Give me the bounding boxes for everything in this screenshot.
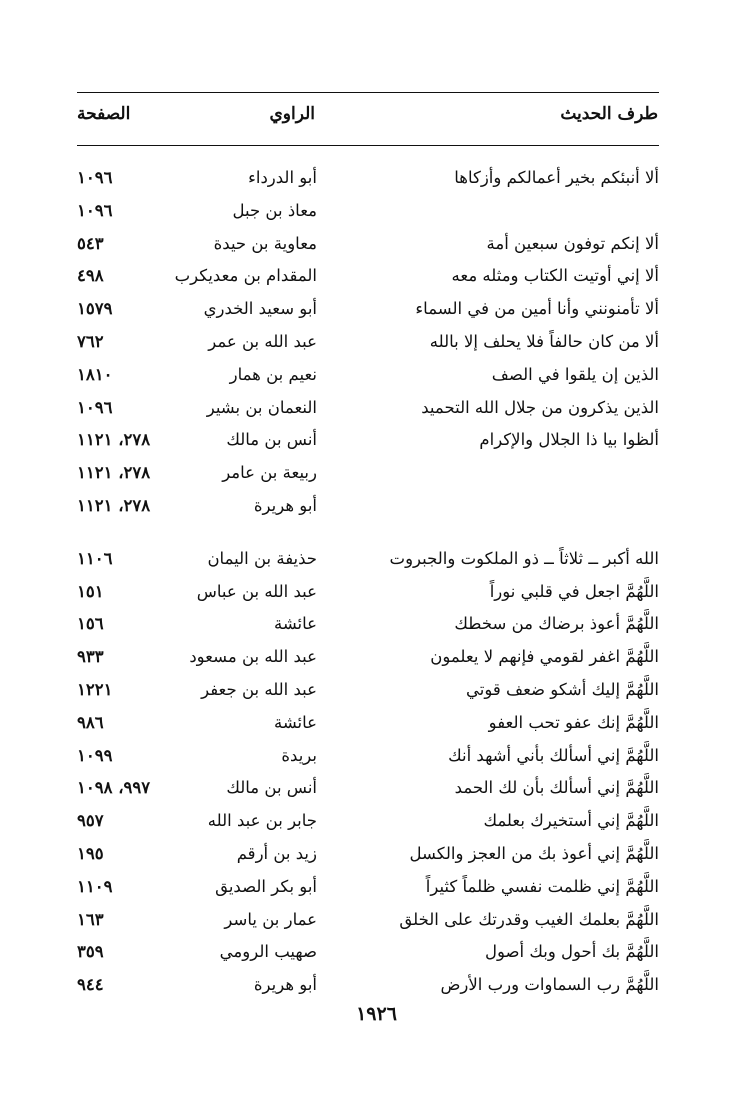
narrator-name: زيد بن أرقم bbox=[236, 843, 317, 863]
table-row bbox=[77, 457, 659, 490]
narrator-name: عبد الله بن مسعود bbox=[189, 647, 317, 667]
narrator-name: أبو هريرة bbox=[253, 975, 317, 995]
page-ref: ١٠٩٦ bbox=[77, 168, 113, 187]
table-row bbox=[77, 936, 659, 969]
page-ref: ١٦٣ bbox=[77, 909, 104, 929]
hadith-text: اللَّهُمَّ إني أسألك بأني أشهد أنك bbox=[448, 745, 659, 765]
page-ref: ٢٧٨، ١١٢١ bbox=[77, 495, 151, 515]
table-row bbox=[77, 392, 659, 425]
page-ref: ١٨١٠ bbox=[77, 364, 113, 384]
page-ref: ٢٧٨، ١١٢١ bbox=[77, 463, 151, 483]
hadith-text: الذين إن يلقوا في الصف bbox=[491, 364, 659, 384]
page-ref: ١١٠٦ bbox=[77, 548, 113, 568]
hadith-text: اللَّهُمَّ بك أحول وبك أصول bbox=[484, 942, 659, 962]
narrator-name: جابر بن عبد الله bbox=[207, 811, 317, 831]
narrator-name: أبو الدرداء bbox=[248, 168, 317, 187]
page-ref: ١٥١ bbox=[77, 581, 104, 601]
narrator-name: عائشة bbox=[273, 712, 317, 732]
page-ref: ١٥٦ bbox=[77, 614, 104, 634]
narrator-name: حذيفة بن اليمان bbox=[207, 548, 317, 568]
table-row bbox=[77, 359, 659, 392]
table-row bbox=[77, 805, 659, 838]
page-ref: ١١٠٩ bbox=[77, 876, 113, 896]
page-ref: ١٠٩٩ bbox=[77, 745, 113, 765]
narrator-name: عبد الله بن عمر bbox=[208, 331, 317, 351]
page-number: ١٩٢٦ bbox=[356, 1003, 397, 1025]
hadith-text: اللَّهُمَّ بعلمك الغيب وقدرتك على الخلق bbox=[399, 909, 659, 929]
narrator-name: عمار بن ياسر bbox=[224, 909, 317, 929]
hadith-text: اللَّهُمَّ رب السماوات ورب الأرض bbox=[440, 975, 659, 995]
table-row bbox=[77, 162, 659, 195]
table-row bbox=[77, 871, 659, 904]
page-ref: ١٠٩٦ bbox=[77, 397, 113, 417]
hadith-text: اللَّهُمَّ إني ظلمت نفسي ظلماً كثيراً bbox=[425, 876, 659, 896]
hadith-text: اللَّهُمَّ إنك عفو تحب العفو bbox=[488, 712, 659, 732]
table-row bbox=[77, 674, 659, 707]
narrator-name: بريدة bbox=[281, 745, 317, 765]
column-header-rawi: الراوي bbox=[269, 104, 315, 124]
narrator-name: معاذ بن جبل bbox=[232, 200, 317, 220]
hadith-text: الله أكبر ــ ثلاثاً ــ ذو الملكوت والجبروت bbox=[389, 548, 659, 568]
page-ref: ١٩٥ bbox=[77, 843, 104, 863]
page-ref: ١٢٢١ bbox=[77, 679, 113, 699]
narrator-name: صهيب الرومي bbox=[219, 942, 317, 962]
top-rule bbox=[77, 92, 659, 93]
table-row bbox=[77, 228, 659, 261]
table-row bbox=[77, 260, 659, 293]
hadith-text: ألا تأمنونني وأنا أمين من في السماء bbox=[415, 299, 659, 319]
page-ref: ٩٤٤ bbox=[77, 975, 104, 995]
narrator-name: معاوية بن حيدة bbox=[213, 233, 317, 253]
header-rule bbox=[77, 145, 659, 146]
hadith-text: اللَّهُمَّ اغفر لقومي فإنهم لا يعلمون bbox=[430, 647, 659, 667]
table-row bbox=[77, 969, 659, 1002]
table-row bbox=[77, 543, 659, 576]
narrator-name: عبد الله بن عباس bbox=[196, 581, 317, 601]
narrator-name: أبو سعيد الخدري bbox=[203, 299, 317, 319]
narrator-name: عبد الله بن جعفر bbox=[201, 679, 317, 699]
page-ref: ١٠٩٦ bbox=[77, 200, 113, 220]
narrator-name: أبو بكر الصديق bbox=[215, 876, 317, 896]
hadith-text: اللَّهُمَّ اجعل في قلبي نوراً bbox=[489, 581, 659, 601]
hadith-text: ألا من كان حالفاً فلا يحلف إلا بالله bbox=[429, 331, 659, 351]
narrator-name: أنس بن مالك bbox=[226, 778, 317, 798]
page-ref: ٩٨٦ bbox=[77, 712, 104, 732]
hadith-text: اللَّهُمَّ أعوذ برضاك من سخطك bbox=[454, 614, 659, 634]
hadith-text: ألا أنبئكم بخير أعمالكم وأزكاها bbox=[454, 168, 659, 187]
hadith-text: اللَّهُمَّ إني أسألك بأن لك الحمد bbox=[454, 778, 659, 798]
table-row bbox=[77, 326, 659, 359]
hadith-text: ألظوا بيا ذا الجلال والإكرام bbox=[479, 430, 659, 450]
table-row bbox=[77, 707, 659, 740]
hadith-text: اللَّهُمَّ إليك أشكو ضعف قوتي bbox=[466, 679, 659, 699]
page-ref: ٩٩٧، ١٠٩٨ bbox=[77, 778, 151, 798]
page-ref: ٣٥٩ bbox=[77, 942, 104, 962]
narrator-name: النعمان بن بشير bbox=[206, 397, 317, 417]
table-row bbox=[77, 641, 659, 674]
narrator-name: نعيم بن همار bbox=[229, 364, 317, 384]
table-row bbox=[77, 490, 659, 523]
narrator-name: ربيعة بن عامر bbox=[222, 463, 317, 483]
page-ref: ١٥٧٩ bbox=[77, 299, 113, 319]
table-row bbox=[77, 904, 659, 937]
page-ref: ٩٥٧ bbox=[77, 811, 104, 831]
table-row bbox=[77, 608, 659, 641]
table-row bbox=[77, 772, 659, 805]
page-ref: ٩٣٣ bbox=[77, 647, 104, 667]
narrator-name: عائشة bbox=[273, 614, 317, 634]
table-row bbox=[77, 740, 659, 773]
hadith-text: ألا إني أوتيت الكتاب ومثله معه bbox=[451, 266, 659, 286]
hadith-text: اللَّهُمَّ إني أعوذ بك من العجز والكسل bbox=[409, 843, 659, 863]
page-ref: ٧٦٢ bbox=[77, 331, 104, 351]
page-ref: ٥٤٣ bbox=[77, 233, 104, 253]
table-row bbox=[77, 576, 659, 609]
hadith-text: ألا إنكم توفون سبعين أمة bbox=[486, 233, 659, 253]
hadith-text: الذين يذكرون من جلال الله التحميد bbox=[421, 397, 659, 417]
narrator-name: أبو هريرة bbox=[253, 495, 317, 515]
column-header-hadith: طرف الحديث bbox=[560, 104, 658, 124]
hadith-text: اللَّهُمَّ إني أستخيرك بعلمك bbox=[483, 811, 659, 831]
page-ref: ٢٧٨، ١١٢١ bbox=[77, 430, 151, 450]
section-gap bbox=[77, 523, 659, 543]
narrator-name: المقدام بن معديكرب bbox=[174, 266, 317, 286]
page-ref: ٤٩٨ bbox=[77, 266, 104, 286]
table-row bbox=[77, 195, 659, 228]
index-table bbox=[77, 162, 659, 1002]
table-row bbox=[77, 838, 659, 871]
column-header-page: الصفحة bbox=[77, 104, 131, 124]
table-row bbox=[77, 293, 659, 326]
narrator-name: أنس بن مالك bbox=[226, 430, 317, 450]
table-row bbox=[77, 424, 659, 457]
